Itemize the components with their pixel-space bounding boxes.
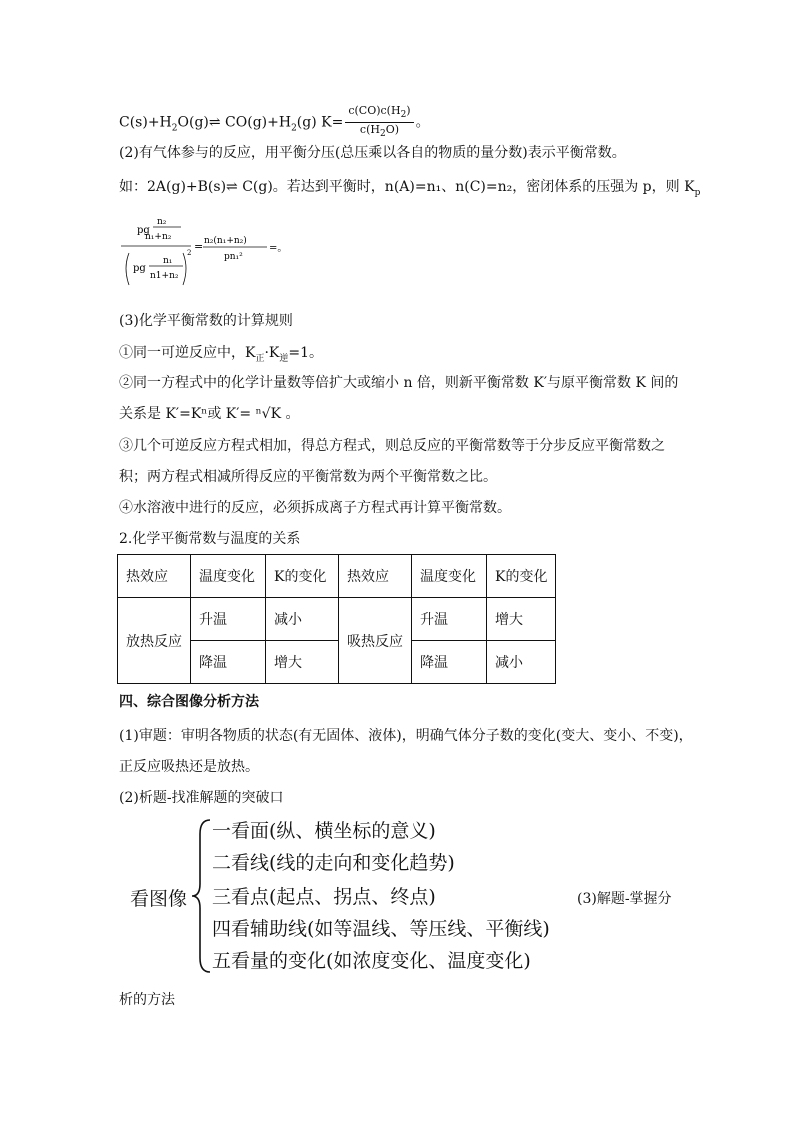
- table-row: [118, 598, 556, 641]
- f-pg-top: pg: [137, 225, 150, 236]
- cell-exo-cool: 降温: [191, 641, 266, 684]
- cell-exothermic: 放热反应: [118, 598, 191, 684]
- rule1-sub-reverse: 逆: [279, 353, 289, 364]
- rule1-c: =1。: [288, 345, 324, 361]
- rule-2-line-2: 关系是 K′=Kⁿ或 K′= ⁿ√K 。: [119, 406, 300, 422]
- eq-text-3: (g) K=: [296, 114, 344, 131]
- k-denominator: c(H: [359, 123, 380, 137]
- f-rhs-den: pn₁²: [224, 252, 243, 262]
- paragraph-example: [119, 177, 700, 203]
- look-item-4: 四看辅助线(如等温线、等压线、平衡线): [212, 918, 550, 940]
- rule1-a: ①同一可逆反应中，K: [119, 345, 256, 361]
- kp-sub: p: [694, 187, 701, 198]
- k-numerator: c(CO)c(H: [348, 104, 401, 117]
- f-square: 2: [187, 249, 192, 257]
- f-tail: =。: [269, 243, 288, 254]
- k-fraction: [345, 104, 413, 141]
- rule-1: [119, 343, 323, 369]
- th-heat-effect-2: 热效应: [339, 555, 412, 598]
- f-pg-bottom: pg: [133, 263, 146, 274]
- cell-endo-cool-k: 减小: [487, 641, 556, 684]
- eq-sub-2: 2: [291, 123, 297, 134]
- th-temp-change-1: 温度变化: [191, 555, 266, 598]
- table-header-row: [118, 555, 556, 598]
- svg-text:=: =: [194, 240, 204, 253]
- look-at-graph-block: [130, 812, 690, 982]
- s4-para-3-start: (3)解题-掌握分: [577, 891, 672, 907]
- cell-endo-heat-k: 增大: [487, 598, 556, 641]
- cell-exo-cool-k: 增大: [266, 641, 339, 684]
- paragraph-partial-pressure: (2)有气体参与的反应，用平衡分压(总压乘以各自的物质的量分数)表示平衡常数。: [119, 145, 626, 161]
- cell-endo-cool: 降温: [412, 641, 487, 684]
- f-rhs-num: n₂(n₁+n₂): [204, 236, 247, 246]
- cell-exo-heat: 升温: [191, 598, 266, 641]
- th-temp-change-2: 温度变化: [412, 555, 487, 598]
- s4-para-3-end: 析的方法: [119, 992, 175, 1008]
- k-den-end: O): [385, 123, 399, 137]
- f-n2: n₂: [157, 217, 167, 227]
- eq-end: 。: [415, 114, 430, 131]
- table-title: 2.化学平衡常数与温度的关系: [119, 531, 301, 547]
- th-k-change-1: K的变化: [266, 555, 339, 598]
- eq-text-2: O(g)⇌ CO(g)+H: [177, 114, 292, 131]
- look-item-2: 二看线(线的走向和变化趋势): [212, 852, 455, 874]
- look-item-5: 五看量的变化(如浓度变化、温度变化): [212, 950, 531, 972]
- rule-3-line-2: 积；两方程式相减所得反应的平衡常数为两个平衡常数之比。: [119, 469, 497, 485]
- equilibrium-equation: [119, 104, 430, 141]
- rule-2-line-1: ②同一方程式中的化学计量数等倍扩大或缩小 n 倍，则新平衡常数 K′与原平衡常数 K 间的: [119, 375, 679, 391]
- k-num-sub: 2: [400, 110, 407, 121]
- f-n1n2b: n1+n₂: [150, 271, 179, 281]
- cell-endothermic: 吸热反应: [339, 598, 412, 684]
- look-item-3: 三看点(起点、拐点、终点): [212, 886, 436, 908]
- k-num-end: ): [406, 104, 411, 117]
- section-heading: 四、综合图像分析方法: [119, 694, 259, 710]
- rule-3-line-1: ③几个可逆反应方程式相加，得总方程式，则总反应的平衡常数等于分步反应平衡常数之: [119, 438, 665, 454]
- s4-para-1-line-2: 正反应吸热还是放热。: [119, 759, 259, 775]
- eq-text-1: C(s)+H: [119, 114, 172, 131]
- th-k-change-2: K的变化: [487, 555, 556, 598]
- rule1-b: ·K: [264, 345, 280, 361]
- f-n1n2: n₁+n₂: [145, 232, 172, 242]
- th-heat-effect-1: 热效应: [118, 555, 191, 598]
- cell-endo-heat: 升温: [412, 598, 487, 641]
- s4-para-2: (2)析题-找准解题的突破口: [119, 790, 284, 806]
- temperature-k-table: [117, 554, 556, 684]
- example-text: 如：2A(g)+B(s)⇌ C(g)。若达到平衡时，n(A)=n₁、n(C)=n₂，密闭体系的压强为 p，则 K: [119, 179, 695, 195]
- rule-4: ④水溶液中进行的反应，必须拆成离子方程式再计算平衡常数。: [119, 500, 511, 516]
- s4-para-1-line-1: (1)审题：审明各物质的状态(有无固体、液体)，明确气体分子数的变化(变大、变小、不变)，: [119, 728, 693, 744]
- rules-title: (3)化学平衡常数的计算规则: [119, 313, 293, 329]
- look-item-1: 一看面(纵、横坐标的意义): [212, 820, 436, 842]
- cell-exo-heat-k: 减小: [266, 598, 339, 641]
- kp-formula: [117, 213, 317, 293]
- k-den-sub: 2: [379, 129, 386, 140]
- f-n1: n₁: [163, 256, 173, 266]
- rule1-sub-forward: 正: [255, 353, 265, 364]
- brace-icon: [190, 816, 212, 976]
- look-at-graph-label: 看图像: [130, 888, 188, 910]
- eq-sub-1: 2: [171, 123, 178, 134]
